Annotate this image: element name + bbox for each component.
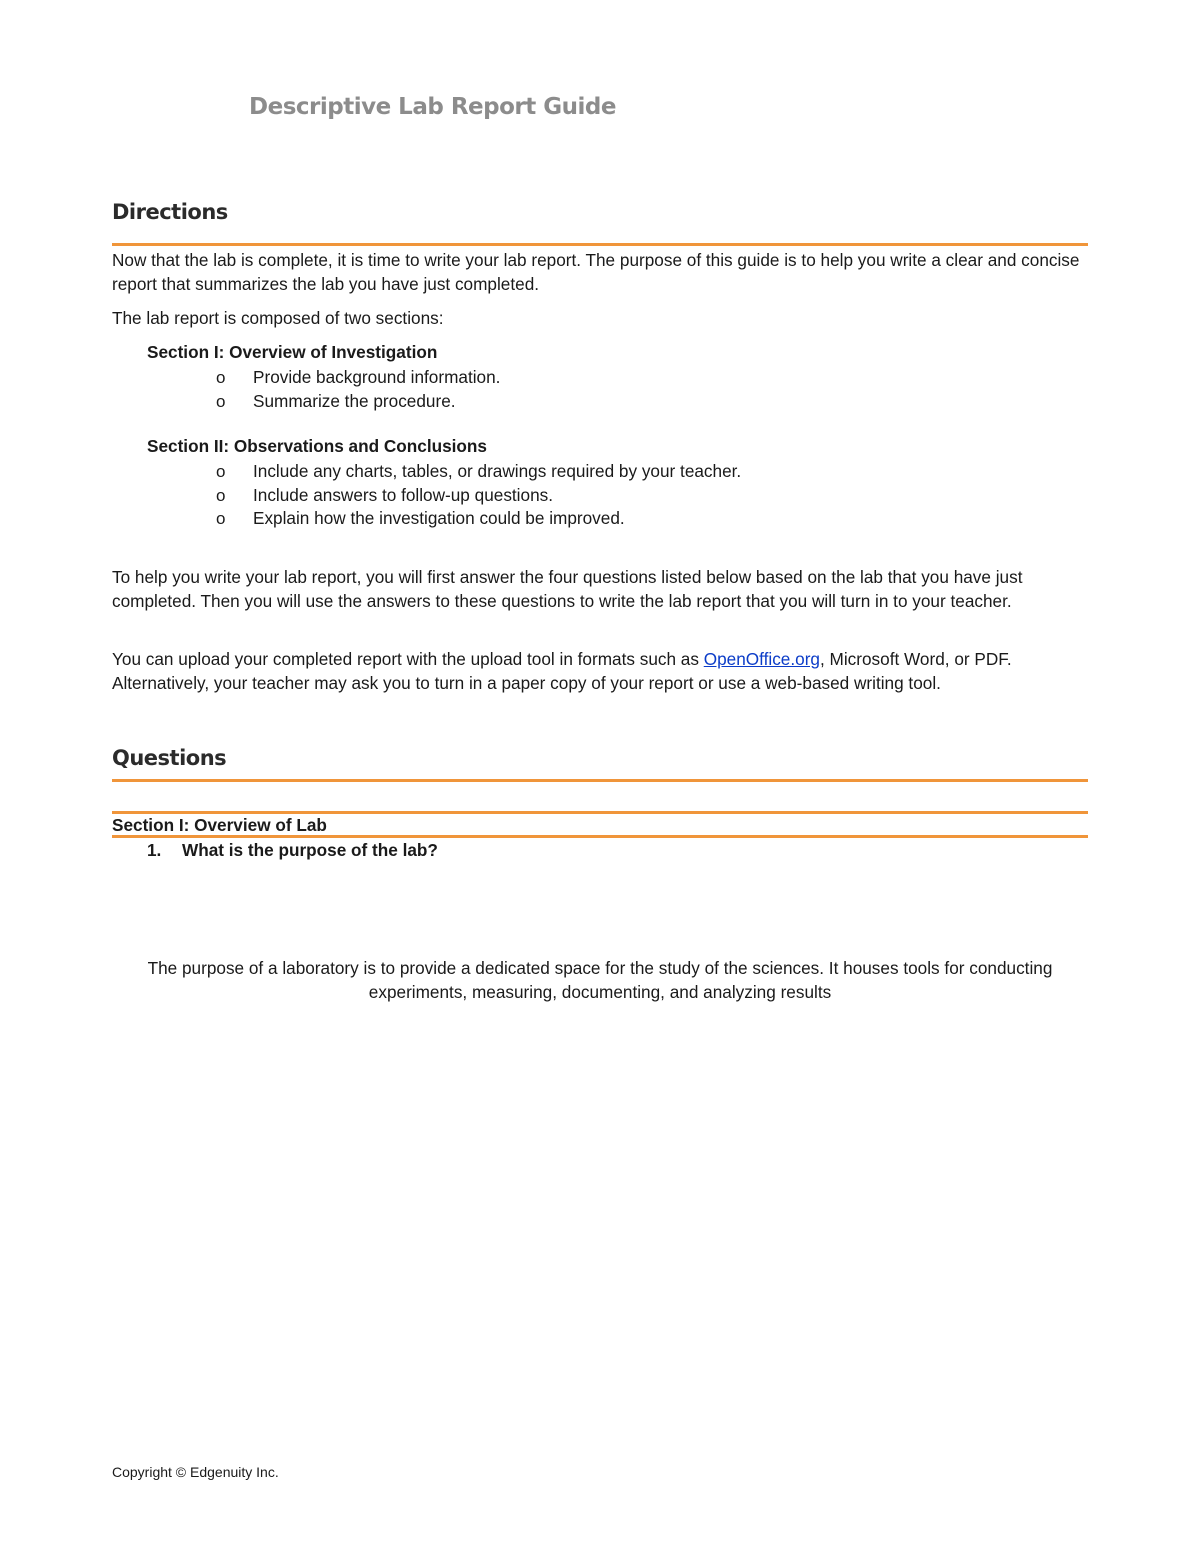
- bullet-icon: o: [216, 462, 226, 481]
- list-item: [216, 390, 500, 414]
- question-1: [147, 840, 438, 861]
- list-item-text: Provide background information.: [253, 367, 501, 387]
- directions-intro: Now that the lab is complete, it is time to write your lab report. The purpose of this guide is to help you write a clear and concise report that summarizes the lab you have just completed.: [112, 250, 1080, 294]
- question-text: What is the purpose of the lab?: [182, 840, 438, 860]
- section2-observations-title: Section II: Observations and Conclusions: [147, 436, 487, 456]
- section1-overview-title: Section I: Overview of Investigation: [147, 342, 438, 362]
- upload-text-after: , Microsoft Word, or PDF. Alternatively, your teacher may ask you to turn in a paper copy of your report or use a web-based writing tool.: [112, 649, 1012, 693]
- answer-1-text: The purpose of a laboratory is to provide a dedicated space for the study of the sciences. It houses tools for conducting experiments, measuring, documenting, and analyzing results: [147, 958, 1053, 1002]
- composed-text: The lab report is composed of two sections:: [112, 308, 444, 328]
- upload-text-before: You can upload your completed report with the upload tool in formats such as: [112, 649, 704, 669]
- list-item-text: Include any charts, tables, or drawings required by your teacher.: [253, 461, 742, 481]
- list-item-text: Summarize the procedure.: [253, 390, 456, 411]
- answer-1-container: [112, 957, 1088, 1004]
- help-paragraph: To help you write your lab report, you will first answer the four questions listed below based on the lab that you have just completed. Then you will use the answers to these questions to write the lab report that you will turn in to your teacher.: [112, 567, 1023, 611]
- directions-divider: [112, 243, 1088, 246]
- bullet-icon: o: [216, 485, 226, 505]
- upload-paragraph: [112, 648, 1088, 695]
- bullet-icon: o: [216, 391, 226, 411]
- list-item-text: Explain how the investigation could be improved.: [253, 508, 625, 528]
- questions-divider: [112, 779, 1088, 782]
- list-item-text: Include answers to follow-up questions.: [253, 484, 553, 505]
- questions-section-title: Section I: Overview of Lab: [112, 815, 327, 835]
- section-title-bottom-rule: [112, 835, 1088, 838]
- openoffice-link[interactable]: OpenOffice.org: [703, 649, 820, 669]
- list-item: [216, 460, 741, 484]
- list-item: [216, 507, 741, 531]
- bullet-icon: o: [216, 368, 226, 387]
- section1-bullet-list: [216, 366, 500, 413]
- copyright-footer: Copyright © Edgenuity Inc.: [112, 1464, 279, 1480]
- section2-bullet-list: [216, 460, 741, 531]
- question-number: 1.: [147, 840, 162, 860]
- questions-heading: Questions: [112, 746, 227, 770]
- directions-heading: Directions: [112, 200, 228, 224]
- document-title: Descriptive Lab Report Guide: [249, 94, 616, 120]
- list-item: [216, 366, 500, 390]
- bullet-icon: o: [216, 509, 226, 528]
- section-title-top-rule: [112, 811, 1088, 814]
- list-item: [216, 484, 741, 508]
